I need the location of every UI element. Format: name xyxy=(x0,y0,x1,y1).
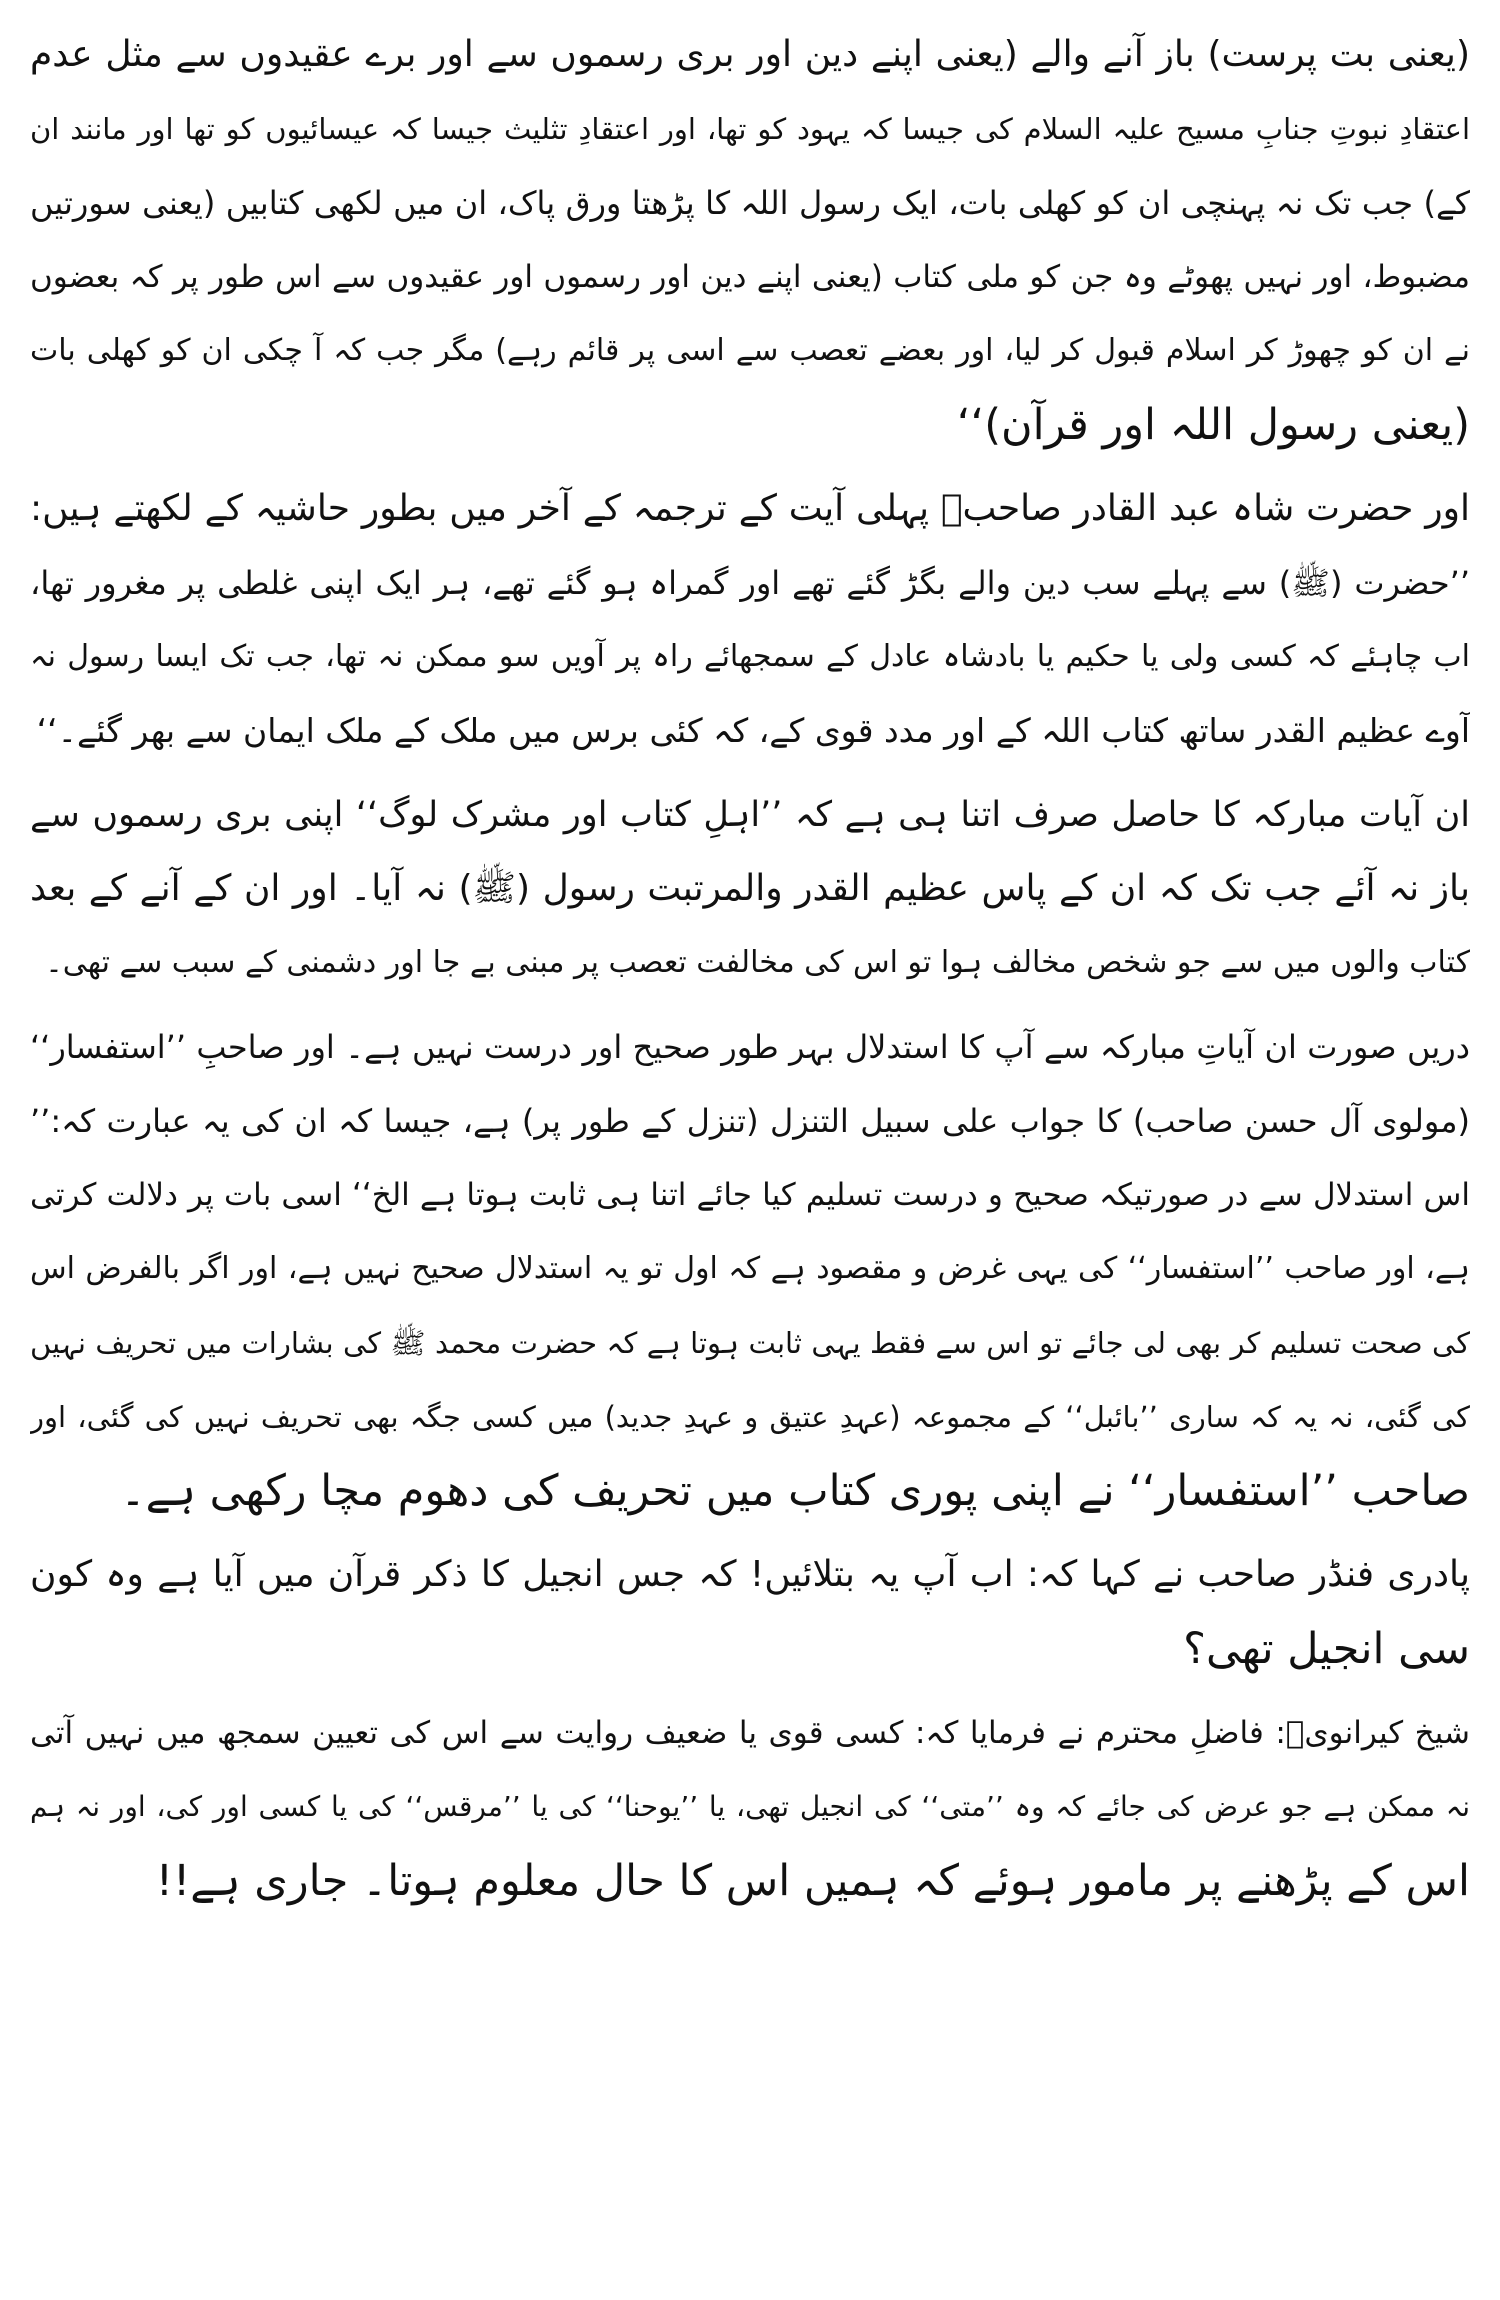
text-line: آوے عظیم القدر ساتھ کتاب اللہ کے اور مدد قوی کے، کہ کئی برس میں ملک کے ملک ایمان سے بھر گئے۔‘‘ xyxy=(36,711,1470,750)
text-line: کی گئی، نہ یہ کہ ساری ’’بائبل‘‘ کے مجموعہ (عہدِ عتیق و عہدِ جدید) میں کسی جگہ بھی تحریف نہیں کی گئی، اور xyxy=(30,1400,1470,1434)
text-line: اس کے پڑھنے پر مامور ہوئے کہ ہمیں اس کا حال معلوم ہوتا۔ جاری ہے!! xyxy=(155,1856,1470,1906)
text-line: نہ ممکن ہے جو عرض کی جائے کہ وہ ’’متی‘‘ کی انجیل تھی، یا ’’یوحنا‘‘ کی یا ’’مرقس‘‘ کی یا کسی اور کی، اور نہ ہم xyxy=(30,1790,1470,1823)
paragraph-kairanwi-answer xyxy=(30,1696,1470,1918)
paragraph-shah-abdul-qadir-note xyxy=(30,472,1470,768)
text-line: نے ان کو چھوڑ کر اسلام قبول کر لیا، اور بعضے تعصب سے اسی پر قائم رہے) مگر جب کہ آ چکی ان کو کھلی بات xyxy=(30,333,1470,368)
text-line: ان آیات مبارکہ کا حاصل صرف اتنا ہی ہے کہ ’’اہلِ کتاب اور مشرک لوگ‘‘ اپنی بری رسموں سے xyxy=(30,795,1470,835)
text-line: اب چاہئے کہ کسی ولی یا حکیم یا بادشاہ عادل کے سمجھائے راہ پر آویں سو ممکن نہ تھا، جب تک ایسا رسول نہ xyxy=(30,639,1470,674)
document-page xyxy=(30,18,1470,2282)
text-line: ’’حضرت (ﷺ) سے پہلے سب دین والے بگڑ گئے تھے اور گمراہ ہو گئے تھے، ہر ایک اپنی غلطی پر مغرور تھا، xyxy=(30,564,1470,602)
text-line: (یعنی رسول اللہ اور قرآن)‘‘ xyxy=(956,400,1470,450)
text-line: صاحب ’’استفسار‘‘ نے اپنی پوری کتاب میں تحریف کی دھوم مچا رکھی ہے۔ xyxy=(120,1466,1470,1516)
text-line: کی صحت تسلیم کر بھی لی جائے تو اس سے فقط یہی ثابت ہوتا ہے کہ حضرت محمد ﷺ کی بشارات میں تحریف نہیں xyxy=(30,1326,1470,1360)
text-line: اور حضرت شاہ عبد القادر صاحبؒ پہلی آیت کے ترجمہ کے آخر میں بطور حاشیہ کے لکھتے ہیں: xyxy=(30,488,1470,529)
paragraph-istifsar xyxy=(30,1010,1470,1528)
paragraph-pfander-question xyxy=(30,1538,1470,1686)
text-line: اعتقادِ نبوتِ جنابِ مسیح علیہ السلام کی جیسا کہ یہود کو تھا، اور اعتقادِ تثلیث جیسا کہ عیسائیوں کو تھا اور مانند ان xyxy=(30,112,1470,146)
text-line: مضبوط، اور نہیں پھوٹے وہ جن کو ملی کتاب (یعنی اپنے دین اور رسموں اور عقیدوں سے اس طور پر کہ بعضوں xyxy=(30,259,1470,295)
text-line: اس استدلال سے در صورتیکہ صحیح و درست تسلیم کیا جائے اتنا ہی ثابت ہوتا ہے الخ‘‘ اسی بات پر دلالت کرتی xyxy=(30,1177,1470,1213)
paragraph-summary xyxy=(30,778,1470,1000)
text-line: (یعنی بت پرست) باز آنے والے (یعنی اپنے دین اور بری رسموں سے اور برے عقیدوں سے مثل عدم xyxy=(30,34,1470,75)
text-line: (مولوی آل حسن صاحب) کا جواب علی سبیل التنزل (تنزل کے طور پر) ہے، جیسا کہ ان کی یہ عبارت کہ:’’ xyxy=(30,1102,1470,1140)
text-line: سی انجیل تھی؟ xyxy=(1183,1624,1470,1674)
text-line: پادری فنڈر صاحب نے کہا کہ: اب آپ یہ بتلائیں! کہ جس انجیل کا ذکر قرآن میں آیا ہے وہ کون xyxy=(30,1554,1470,1595)
text-line: کے) جب تک نہ پہنچی ان کو کھلی بات، ایک رسول اللہ کا پڑھتا ورق پاک، ان میں لکھی کتابیں (یعنی سورتیں xyxy=(30,184,1470,222)
paragraph-quran-translation xyxy=(30,18,1470,462)
text-line: دریں صورت ان آیاتِ مبارکہ سے آپ کا استدلال بہر طور صحیح اور درست نہیں ہے۔ اور صاحبِ ’’استفسار‘‘ xyxy=(30,1028,1470,1066)
text-line: کتاب والوں میں سے جو شخص مخالف ہوا تو اس کی مخالفت تعصب پر مبنی بے جا اور دشمنی کے سبب سے تھی۔ xyxy=(45,945,1470,980)
text-line: ہے، اور صاحب ’’استفسار‘‘ کی یہی غرض و مقصود ہے کہ اول تو یہ استدلال صحیح نہیں ہے، اور اگر بالفرض اس xyxy=(30,1251,1470,1286)
text-line: شیخ کیرانویؒ: فاضلِ محترم نے فرمایا کہ: کسی قوی یا ضعیف روایت سے اس کی تعیین سمجھ میں نہیں آتی xyxy=(30,1715,1470,1751)
text-line: باز نہ آئے جب تک کہ ان کے پاس عظیم القدر والمرتبت رسول (ﷺ) نہ آیا۔ اور ان کے آنے کے بعد xyxy=(30,868,1470,909)
